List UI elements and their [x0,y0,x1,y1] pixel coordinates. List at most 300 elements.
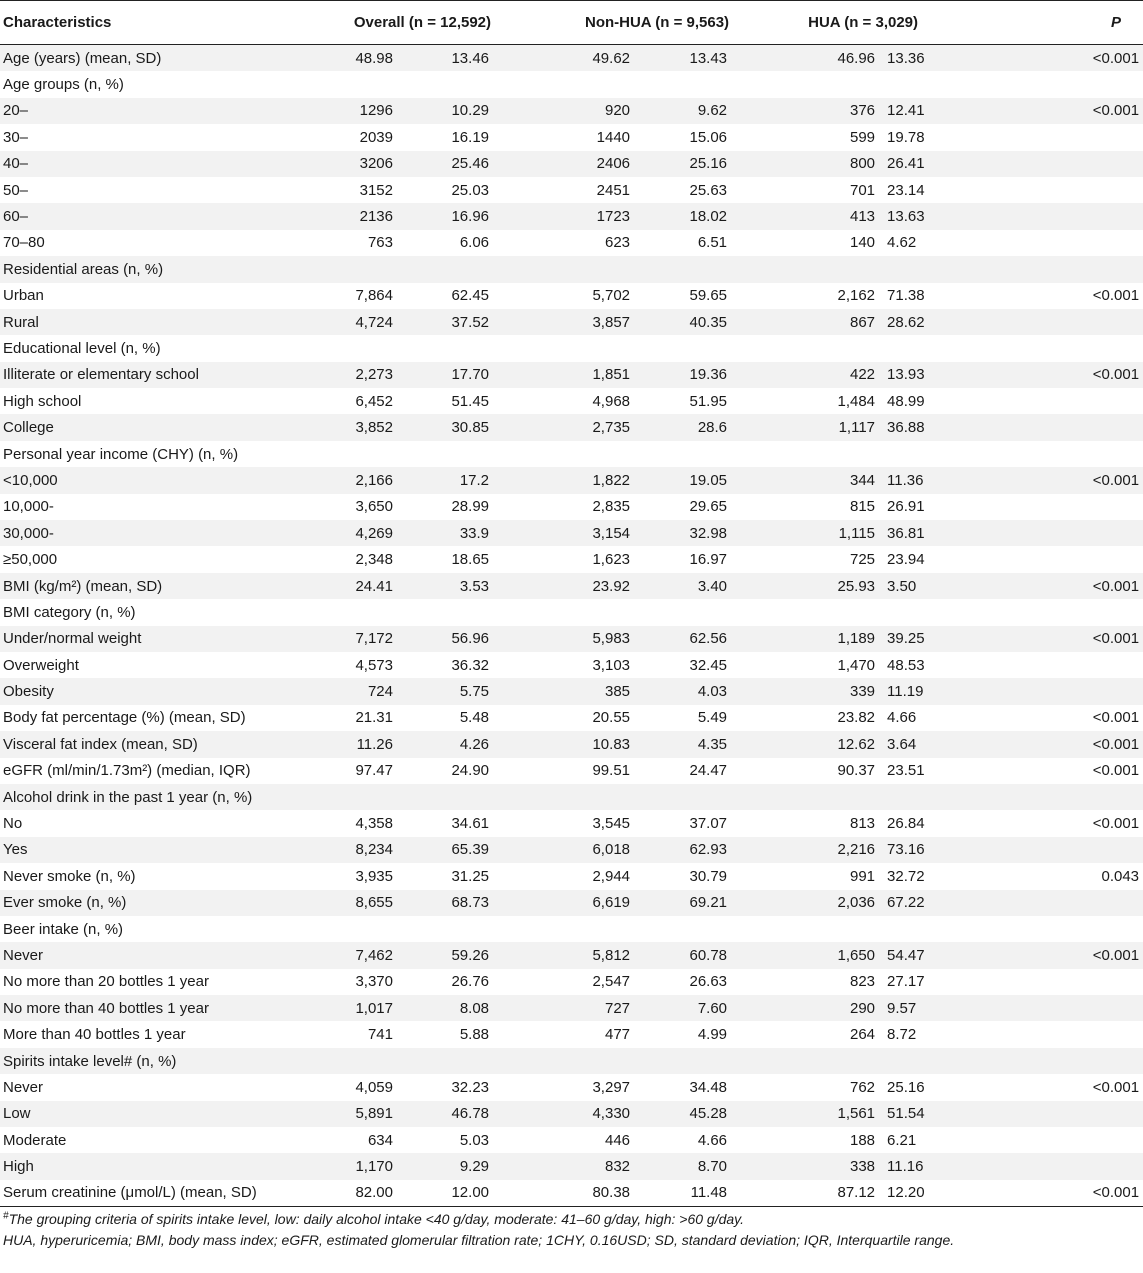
header-non-hua: Non-HUA (n = 9,563) [497,1,735,45]
header-hua: HUA (n = 3,029) [735,1,978,45]
cell-n2: 4.35 [642,731,735,757]
cell-h1 [735,1048,887,1074]
table-row [0,203,1143,229]
cell-h1: 2,162 [837,287,876,305]
cell-h2: 73.16 [887,837,978,863]
table-row [0,1101,1143,1127]
cell-p [978,1153,1143,1179]
cell-n2: 6.51 [697,234,728,252]
cell-o2: 13.46 [405,45,497,72]
cell-h1: 815 [850,498,876,516]
cell-o1: 634 [367,1131,393,1149]
cell-n2: 30.79 [689,867,728,885]
cell-h2: 51.54 [887,1101,978,1127]
cell-o2: 31.25 [451,867,490,885]
cell-n1 [497,916,642,942]
cell-o1 [265,599,405,625]
table-row [0,1048,1143,1074]
cell-h1: 725 [850,551,876,569]
cell-h2: 9.57 [887,995,978,1021]
table-row [0,863,1143,889]
cell-n1: 20.55 [592,709,631,727]
cell-h1: 344 [735,467,887,493]
cell-h1 [735,335,887,361]
table-body [0,45,1143,1207]
cell-n2: 16.97 [689,551,728,569]
table-row [0,388,1143,414]
row-label: More than 40 bottles 1 year [3,1026,186,1044]
cell-p: <0.001 [978,573,1143,599]
table-row [0,546,1143,572]
cell-n1: 1,822 [497,467,642,493]
row-label: Overweight [3,656,79,674]
cell-p: <0.001 [1092,1078,1140,1096]
cell-o2: 5.88 [459,1026,490,1044]
cell-p: <0.001 [1092,287,1140,305]
cell-o1: 21.31 [355,709,393,727]
cell-h2 [887,71,978,97]
cell-n2: 32.98 [642,520,735,546]
cell-h2: 27.17 [887,973,925,991]
cell-h2: 71.38 [887,287,925,305]
cell-h1: 422 [735,362,887,388]
cell-n1: 5,812 [497,942,642,968]
cell-h2: 28.62 [887,309,978,335]
cell-o2 [405,599,497,625]
cell-o1 [265,335,405,361]
cell-n2: 45.28 [642,1101,735,1127]
cell-n2: 24.47 [689,762,728,780]
cell-n1: 6,018 [497,837,642,863]
cell-h1: 599 [850,128,876,146]
cell-o1: 724 [265,678,405,704]
cell-n1: 385 [497,678,642,704]
table-row [0,652,1143,678]
cell-h1: 264 [850,1026,876,1044]
cell-h1: 87.12 [735,1180,887,1207]
row-label: BMI category (n, %) [3,603,136,621]
row-label: Moderate [3,1131,67,1149]
cell-o2 [405,441,497,467]
cell-p [978,652,1143,678]
row-label: 70–80 [3,234,45,252]
cell-p: 0.043 [1101,867,1140,885]
cell-o2: 33.9 [405,520,497,546]
cell-o2: 51.45 [451,392,490,410]
cell-o2 [405,916,497,942]
table-row [0,599,1143,625]
row-label: College [0,414,265,440]
cell-n2: 40.35 [642,309,735,335]
cell-n2: 19.05 [642,467,735,493]
cell-o1: 97.47 [355,762,393,780]
cell-h2: 12.20 [887,1180,978,1207]
row-label: Never [0,942,265,968]
cell-n2: 25.63 [689,181,728,199]
cell-p [978,969,1143,995]
row-label: 30– [3,128,29,146]
cell-n1: 3,154 [497,520,642,546]
cell-h1: 188 [850,1131,876,1149]
cell-o1: 48.98 [265,45,405,72]
cell-h1: 338 [735,1153,887,1179]
cell-o1: 82.00 [265,1180,405,1207]
cell-o1: 8,655 [265,890,405,916]
cell-o1: 3206 [265,151,405,177]
cell-n2: 19.36 [642,362,735,388]
cell-h1: 376 [735,98,887,124]
cell-o1: 7,462 [265,942,405,968]
cell-o1: 7,864 [355,287,393,305]
row-label: Personal year income (CHY) (n, %) [3,445,239,463]
row-label: Never [3,1078,44,1096]
cell-p [978,151,1143,177]
cell-n2 [642,441,735,467]
cell-n1: 623 [604,234,631,252]
cell-n1: 80.38 [497,1180,642,1207]
cell-h2: 3.64 [887,731,978,757]
cell-h2 [887,441,978,467]
cell-o2: 18.65 [451,551,490,569]
cell-o2: 16.19 [451,128,490,146]
cell-o2: 32.23 [451,1078,490,1096]
cell-n1: 5,702 [592,287,631,305]
cell-h1: 1,561 [735,1101,887,1127]
cell-n1: 99.51 [592,762,631,780]
row-label: 40– [0,151,265,177]
cell-o1: 2039 [359,128,393,146]
cell-h2: 26.91 [887,498,925,516]
cell-p [978,335,1143,361]
table-row [0,942,1143,968]
cell-h2: 23.14 [887,181,925,199]
cell-p [978,414,1143,440]
header-characteristics: Characteristics [0,1,265,45]
cell-o2 [405,1048,497,1074]
row-label: Age groups (n, %) [3,76,124,94]
cell-n2: 62.93 [642,837,735,863]
cell-h2: 13.36 [887,45,978,72]
cell-o2: 37.52 [405,309,497,335]
row-label: Serum creatinine (μmol/L) (mean, SD) [0,1180,265,1207]
table-row [0,520,1143,546]
cell-o2: 59.26 [405,942,497,968]
table-row [0,810,1143,836]
cell-h1: 2,216 [735,837,887,863]
table-row [0,705,1143,731]
cell-h1: 823 [850,973,876,991]
cell-o1: 11.26 [265,731,405,757]
cell-n2: 60.78 [642,942,735,968]
cell-p [978,916,1143,942]
cell-n2: 28.6 [642,414,735,440]
cell-h2: 54.47 [887,942,978,968]
cell-o2: 5.48 [459,709,490,727]
cell-p [978,124,1143,150]
table-row [0,230,1143,256]
cell-o2 [405,256,497,282]
cell-n2: 9.62 [642,98,735,124]
cell-o1: 2136 [265,203,405,229]
cell-h1: 140 [850,234,876,252]
table-row [0,1021,1143,1047]
cell-n2: 4.99 [697,1026,728,1044]
cell-h1: 1,189 [735,626,887,652]
cell-n2 [642,256,735,282]
cell-n2 [642,916,735,942]
cell-h1: 2,036 [735,890,887,916]
cell-n1: 4,330 [497,1101,642,1127]
row-label: 30,000- [0,520,265,546]
cell-h2 [887,335,978,361]
cell-o1: 741 [367,1026,393,1044]
cell-n1 [497,1048,642,1074]
cell-o2: 30.85 [405,414,497,440]
table-row [0,467,1143,493]
cell-o1: 4,059 [355,1078,393,1096]
row-label: No [3,815,23,833]
cell-p [978,546,1143,572]
cell-o1: 2,166 [265,467,405,493]
cell-n1: 1,623 [592,551,631,569]
cell-n1: 10.83 [497,731,642,757]
cell-p: <0.001 [978,626,1143,652]
cell-p: <0.001 [978,1180,1143,1207]
cell-n1: 4,968 [592,392,631,410]
table-row [0,626,1143,652]
row-label: Under/normal weight [0,626,265,652]
cell-o1: 3,370 [355,973,393,991]
cell-p [978,1048,1143,1074]
cell-h2 [887,599,978,625]
cell-p: <0.001 [1092,762,1140,780]
cell-h1: 813 [850,815,876,833]
cell-o1: 4,573 [355,656,393,674]
cell-n2: 29.65 [689,498,728,516]
cell-h2 [887,1048,978,1074]
cell-o2: 17.2 [405,467,497,493]
table-row [0,890,1143,916]
row-label: No more than 20 bottles 1 year [3,973,209,991]
cell-h1 [735,784,887,810]
cell-h2: 4.66 [887,709,917,727]
cell-h1: 701 [850,181,876,199]
cell-n2: 13.43 [642,45,735,72]
cell-o1: 4,724 [265,309,405,335]
row-label: Illiterate or elementary school [0,362,265,388]
cell-h2: 3.50 [887,573,978,599]
cell-h2: 48.99 [887,392,925,410]
cell-n1: 2,547 [592,973,631,991]
cell-h2: 48.53 [887,656,925,674]
table-row [0,441,1143,467]
cell-h1 [735,599,887,625]
table-row [0,362,1143,388]
cell-n2: 59.65 [689,287,728,305]
cell-n1: 3,857 [497,309,642,335]
table-row [0,98,1143,124]
cell-h1: 339 [735,678,887,704]
cell-p [978,599,1143,625]
cell-n2: 8.70 [642,1153,735,1179]
cell-n1: 477 [604,1026,631,1044]
table-row [0,177,1143,203]
cell-n2: 3.40 [642,573,735,599]
cell-n1 [497,784,642,810]
cell-n1: 2406 [497,151,642,177]
cell-p: <0.001 [978,467,1143,493]
cell-p [978,520,1143,546]
cell-o2 [405,71,497,97]
cell-h1: 1,117 [735,414,887,440]
row-label: No more than 40 bottles 1 year [0,995,265,1021]
cell-o1 [265,784,405,810]
row-label: ≥50,000 [3,551,58,569]
cell-n2: 51.95 [689,392,728,410]
cell-n1: 832 [497,1153,642,1179]
cell-h2: 13.63 [887,203,978,229]
cell-h2: 8.72 [887,1026,917,1044]
cell-p [978,388,1143,414]
row-label: Urban [3,287,44,305]
table-row [0,71,1143,97]
cell-h1: 90.37 [837,762,876,780]
cell-o2: 8.08 [405,995,497,1021]
cell-o2: 6.06 [459,234,490,252]
table-row [0,969,1143,995]
footnote-spirits: #The grouping criteria of spirits intake level, low: daily alcohol intake <40 g/day, moderate: 41–60 g/day, high: >60 g/day. [3,1210,744,1228]
table-row [0,573,1143,599]
table-row [0,784,1143,810]
cell-h2: 11.19 [887,678,978,704]
cell-o1: 8,234 [265,837,405,863]
cell-o2: 17.70 [405,362,497,388]
cell-p [978,1127,1143,1153]
cell-o1 [265,71,405,97]
cell-o1: 4,358 [355,815,393,833]
cell-p [978,203,1143,229]
cell-o1 [265,441,405,467]
cell-h2: 26.41 [887,151,978,177]
cell-o2: 4.26 [405,731,497,757]
cell-h1: 1,115 [735,520,887,546]
table-row [0,335,1143,361]
cell-o2: 16.96 [405,203,497,229]
cell-n1: 3,297 [592,1078,631,1096]
cell-h2 [887,916,978,942]
row-label: 10,000- [3,498,54,516]
cell-o1: 763 [367,234,393,252]
cell-o2: 5.75 [405,678,497,704]
cell-h2: 26.84 [887,815,925,833]
cell-o2: 24.90 [451,762,490,780]
cell-h2 [887,784,978,810]
cell-o2: 36.32 [451,656,490,674]
cell-p [978,230,1143,256]
table-header [0,1,1143,45]
cell-n1: 1723 [497,203,642,229]
cell-n1: 49.62 [497,45,642,72]
cell-n1: 2,735 [497,414,642,440]
header-overall: Overall (n = 12,592) [265,1,497,45]
cell-o1: 1296 [265,98,405,124]
cell-h1: 46.96 [735,45,887,72]
cell-o1 [265,916,405,942]
cell-n2: 62.56 [642,626,735,652]
cell-n2: 32.45 [689,656,728,674]
cell-n1: 2,944 [592,867,631,885]
cell-o2: 25.46 [405,151,497,177]
cell-o2 [405,335,497,361]
cell-p: <0.001 [1092,815,1140,833]
cell-o1: 3,852 [265,414,405,440]
cell-h1: 413 [735,203,887,229]
cell-p: <0.001 [1092,709,1140,727]
cell-h2: 25.16 [887,1078,925,1096]
cell-p [978,1101,1143,1127]
cell-p [978,784,1143,810]
cell-o1 [265,256,405,282]
cell-h2: 11.36 [887,467,978,493]
cell-n1 [497,256,642,282]
cell-o2: 9.29 [405,1153,497,1179]
table-row [0,731,1143,757]
cell-o1: 3,650 [355,498,393,516]
cell-h1: 867 [735,309,887,335]
cell-p [978,1021,1143,1047]
cell-h2: 13.93 [887,362,978,388]
row-label: Yes [0,837,265,863]
cell-p [978,890,1143,916]
header-p: P [978,1,1143,45]
cell-n2 [642,1048,735,1074]
table-row [0,678,1143,704]
cell-n1: 920 [497,98,642,124]
cell-o2: 28.99 [451,498,490,516]
cell-o1: 5,891 [265,1101,405,1127]
cell-h2: 4.62 [887,234,917,252]
row-label: Residential areas (n, %) [0,256,265,282]
cell-p [978,494,1143,520]
row-label: BMI (kg/m²) (mean, SD) [0,573,265,599]
row-label: Ever smoke (n, %) [0,890,265,916]
cell-h2: 23.94 [887,551,925,569]
cell-h2: 19.78 [887,128,925,146]
cell-h1: 991 [850,867,876,885]
row-label: High [0,1153,265,1179]
cell-h1 [735,256,887,282]
table-row [0,45,1143,72]
cell-p: <0.001 [978,45,1143,72]
cell-o2: 46.78 [405,1101,497,1127]
cell-h2: 6.21 [887,1131,917,1149]
cell-o2: 12.00 [405,1180,497,1207]
cell-p [978,309,1143,335]
cell-p: <0.001 [978,98,1143,124]
cell-o2: 25.03 [451,181,490,199]
cell-n2: 4.03 [642,678,735,704]
cell-o2: 26.76 [451,973,490,991]
cell-n2 [642,71,735,97]
cell-o1: 7,172 [265,626,405,652]
cell-h2 [887,256,978,282]
cell-n2: 37.07 [689,815,728,833]
cell-h1: 25.93 [735,573,887,599]
cell-h1: 1,650 [735,942,887,968]
cell-p: <0.001 [978,942,1143,968]
table-row [0,256,1143,282]
cell-n2: 69.21 [642,890,735,916]
